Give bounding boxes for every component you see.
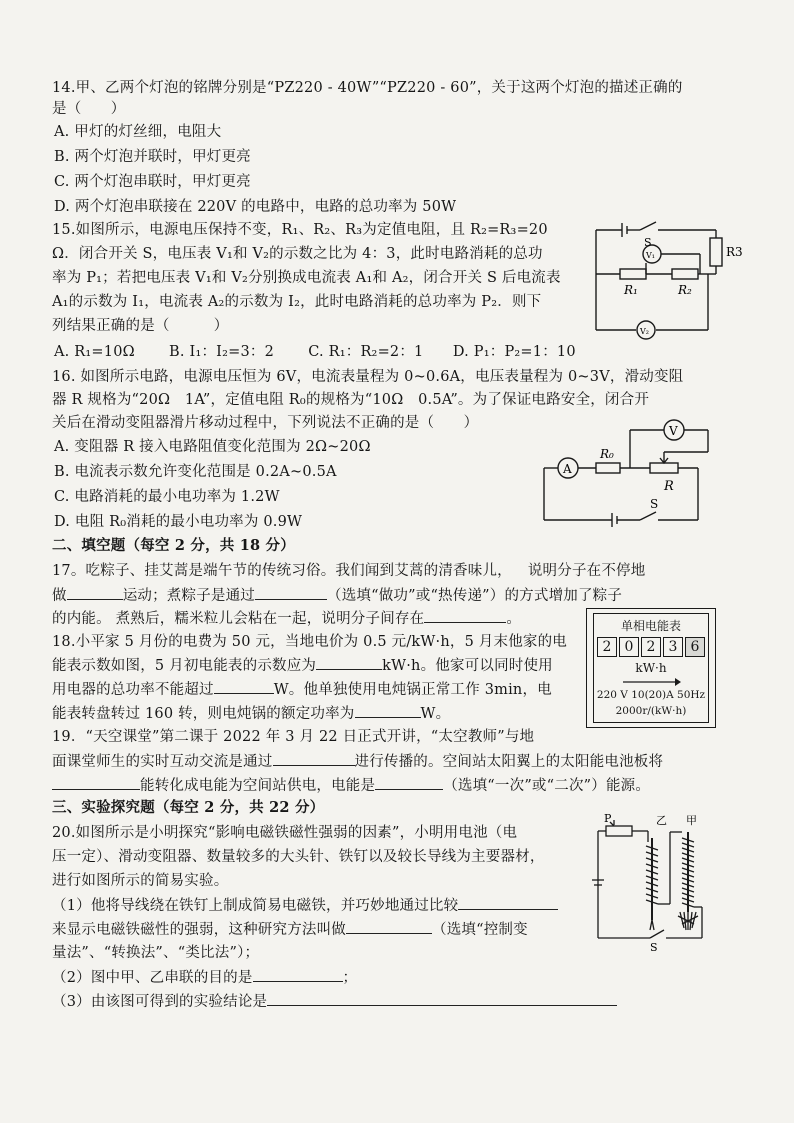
q15-stem-line1: 15.如图所示，电源电压保持不变，R₁、R₂、R₃为定值电阻，且 R₂=R₃=20 bbox=[52, 222, 548, 238]
q20-line5 bbox=[52, 919, 528, 940]
q16-stem-line2: 器 R 规格为“20Ω 1A”，定值电阻 R₀的规格为“10Ω 0.5A”。为了保证电路安全，闭合开 bbox=[52, 392, 650, 408]
q15-fig-switch-label: S bbox=[644, 236, 652, 249]
answer-blank[interactable] bbox=[316, 655, 382, 670]
q19-text: 能转化成电能为空间站供电，电能是 bbox=[140, 778, 376, 794]
q19-line3 bbox=[52, 775, 650, 796]
meter-digit-row bbox=[597, 637, 705, 657]
q18-text: W。 bbox=[420, 706, 451, 722]
q16-fig-r-label: R bbox=[664, 479, 674, 494]
q14-option-a: A. 甲灯的灯丝细，电阻大 bbox=[54, 124, 222, 140]
q15-fig-v1-label: V₁ bbox=[646, 251, 655, 260]
q15-stem-line2: Ω．闭合开关 S，电压表 V₁和 V₂的示数之比为 4：3，此时电路消耗的总功 bbox=[52, 246, 543, 262]
section-3-heading: 三、实验探究题（每空 2 分，共 22 分） bbox=[52, 799, 325, 816]
q20-electromagnet-diagram bbox=[590, 812, 720, 952]
q20-fig-nail-jia-label: 甲 bbox=[686, 814, 697, 827]
q18-line1: 18.小平家 5 月份的电费为 50 元，当地电价为 0.5 元/kW·h，5 月末他家的电 bbox=[52, 634, 568, 650]
q19-line2 bbox=[52, 751, 663, 772]
q17-text: 。 bbox=[506, 611, 522, 627]
meter-digit: 0 bbox=[619, 637, 639, 657]
answer-blank[interactable] bbox=[375, 775, 443, 790]
q18-line2 bbox=[52, 655, 553, 676]
answer-blank[interactable] bbox=[273, 751, 355, 766]
q17-text: 做 bbox=[52, 588, 67, 604]
q17-text: 17。吃粽子、挂艾蒿是端午节的传统习俗。我们闻到艾蒿的清香味儿， bbox=[52, 563, 512, 579]
meter-digit: 2 bbox=[597, 637, 617, 657]
answer-blank[interactable] bbox=[424, 608, 506, 623]
answer-blank[interactable] bbox=[355, 703, 421, 718]
q20-fig-nail-yi-label: 乙 bbox=[656, 814, 667, 827]
q18-line4 bbox=[52, 703, 450, 724]
q20-line7 bbox=[52, 967, 357, 988]
q16-option-d: D. 电阻 R₀消耗的最小电功率为 0.9W bbox=[54, 514, 303, 530]
q16-option-c: C. 电路消耗的最小电功率为 1.2W bbox=[54, 489, 280, 505]
q15-circuit-diagram bbox=[580, 218, 743, 348]
q16-circuit-diagram bbox=[540, 418, 720, 528]
q19-text: （选填“一次”或“二次”）能源。 bbox=[443, 778, 651, 794]
answer-blank[interactable] bbox=[253, 967, 343, 982]
q16-fig-r0-label: R₀ bbox=[600, 447, 614, 461]
q20-line1: 20.如图所示是小明探究“影响电磁铁磁性强弱的因素”，小明用电池（电 bbox=[52, 825, 518, 841]
q18-text: 能表转盘转过 160 转，则电炖锅的额定功率为 bbox=[52, 706, 355, 722]
q17-line3 bbox=[52, 608, 521, 629]
electric-meter-figure bbox=[586, 608, 716, 728]
q20-text: （1）他将导线绕在铁钉上制成简易电磁铁，并巧妙地通过比较 bbox=[52, 898, 459, 914]
q19-text: 面课堂师生的实时互动交流是通过 bbox=[52, 754, 273, 770]
answer-blank[interactable] bbox=[267, 991, 617, 1006]
q15-fig-v2-label: V₂ bbox=[640, 327, 649, 336]
q20-line4 bbox=[52, 895, 558, 916]
meter-unit: kW·h bbox=[635, 661, 667, 675]
q20-line3: 进行如图所示的简易实验。 bbox=[52, 873, 229, 889]
q18-text: W。他单独使用电炖锅正常工作 3min，电 bbox=[273, 682, 552, 698]
q15-fig-r2-label: R₂ bbox=[678, 283, 692, 297]
answer-blank[interactable] bbox=[52, 775, 140, 790]
q17-text: 运动；煮粽子是通过 bbox=[122, 588, 256, 604]
q19-text: 进行传播的。空间站太阳翼上的太阳能电池板将 bbox=[354, 754, 664, 770]
q16-stem-line3: 关后在滑动变阻器滑片移动过程中，下列说法不正确的是（ ） bbox=[52, 415, 479, 431]
q20-fig-switch-label: S bbox=[650, 941, 658, 954]
q20-line8 bbox=[52, 991, 617, 1012]
q15-fig-r3-label: R3 bbox=[726, 245, 743, 259]
meter-spec-voltage: 220 V 10(20)A 50Hz bbox=[596, 689, 706, 701]
q16-option-b: B. 电流表示数允许变化范围是 0.2A~0.5A bbox=[54, 464, 337, 480]
q15-fig-r1-label: R₁ bbox=[624, 283, 638, 297]
q14-option-d: D. 两个灯泡串联接在 220V 的电路中，电路的总功率为 50W bbox=[54, 199, 457, 215]
meter-title: 单相电能表 bbox=[620, 619, 681, 633]
q14-stem-line1: 14.甲、乙两个灯泡的铭牌分别是“PZ220 - 40W”“PZ220 - 60”，关于这两个灯泡的描述正确的 bbox=[52, 80, 683, 96]
answer-blank[interactable] bbox=[346, 919, 432, 934]
q18-text: 能表示数如图，5 月初电能表的示数应为 bbox=[52, 658, 317, 674]
q20-text: ； bbox=[342, 970, 358, 986]
q20-text: （3）由该图可得到的实验结论是 bbox=[52, 994, 268, 1010]
q14-stem-line2: 是（ ） bbox=[52, 101, 126, 117]
q17-text: 的内能。 煮熟后，糯米粒儿会粘在一起，说明分子间存在 bbox=[52, 611, 425, 627]
q17-text: （选填“做功”或“热传递”）的方式增加了粽子 bbox=[327, 588, 623, 604]
q20-text: （选填“控制变 bbox=[432, 922, 528, 938]
rotation-arrow-icon bbox=[621, 677, 681, 687]
q20-text: 来显示电磁铁磁性的强弱，这种研究方法叫做 bbox=[52, 922, 346, 938]
meter-digit-decimal: 6 bbox=[685, 637, 705, 657]
q15-options: A. R₁=10Ω B. I₁：I₂=3：2 C. R₁：R₂=2：1 D. P₁：P₂=1：10 bbox=[54, 344, 576, 360]
q18-text: kW·h。他家可以同时使用 bbox=[382, 658, 553, 674]
answer-blank[interactable] bbox=[214, 679, 274, 694]
q16-fig-switch-label: S bbox=[650, 497, 659, 511]
q18-text: 用电器的总功率不能超过 bbox=[52, 682, 214, 698]
q18-line3 bbox=[52, 679, 552, 700]
q14-option-b: B. 两个灯泡并联时，甲灯更亮 bbox=[54, 149, 251, 165]
q16-option-a: A. 变阻器 R 接入电路阻值变化范围为 2Ω~20Ω bbox=[54, 439, 371, 455]
answer-blank[interactable] bbox=[255, 585, 327, 600]
q16-fig-ammeter-label: A bbox=[563, 462, 572, 476]
q20-text: （2）图中甲、乙串联的目的是 bbox=[52, 970, 253, 986]
meter-digit: 2 bbox=[641, 637, 661, 657]
q15-stem-line3: 率为 P₁；若把电压表 V₁和 V₂分别换成电流表 A₁和 A₂，闭合开关 S 后电流表 bbox=[52, 270, 561, 286]
q17-line2 bbox=[52, 585, 622, 606]
q20-fig-slider-label: P bbox=[604, 812, 612, 825]
q20-line6: 量法”、“转换法”、“类比法”）； bbox=[52, 945, 260, 961]
q19-line1: 19．“天空课堂”第二课于 2022 年 3 月 22 日正式开讲，“太空教师”与地 bbox=[52, 729, 535, 745]
q14-option-c: C. 两个灯泡串联时，甲灯更亮 bbox=[54, 174, 251, 190]
q15-stem-line4: A₁的示数为 I₁，电流表 A₂的示数为 I₂，此时电路消耗的总功率为 P₂．则下 bbox=[52, 294, 542, 310]
meter-spec-constant: 2000r/(kW·h) bbox=[615, 705, 687, 717]
q16-stem-line1: 16. 如图所示电路，电源电压恒为 6V，电流表量程为 0~0.6A，电压表量程为 0~3V，滑动变阻 bbox=[52, 369, 684, 385]
q17-text: 说明分子在不停地 bbox=[527, 563, 646, 579]
answer-blank[interactable] bbox=[458, 895, 558, 910]
q15-stem-line5: 列结果正确的是（ ） bbox=[52, 318, 229, 334]
q16-fig-voltmeter-label: V bbox=[669, 424, 678, 438]
meter-digit: 3 bbox=[663, 637, 683, 657]
answer-blank[interactable] bbox=[67, 585, 123, 600]
q17-line1 bbox=[52, 561, 645, 581]
section-2-heading: 二、填空题（每空 2 分，共 18 分） bbox=[52, 537, 295, 554]
q20-line2: 压一定）、滑动变阻器、数量较多的大头针、铁钉以及较长导线为主要器材， bbox=[52, 849, 545, 865]
